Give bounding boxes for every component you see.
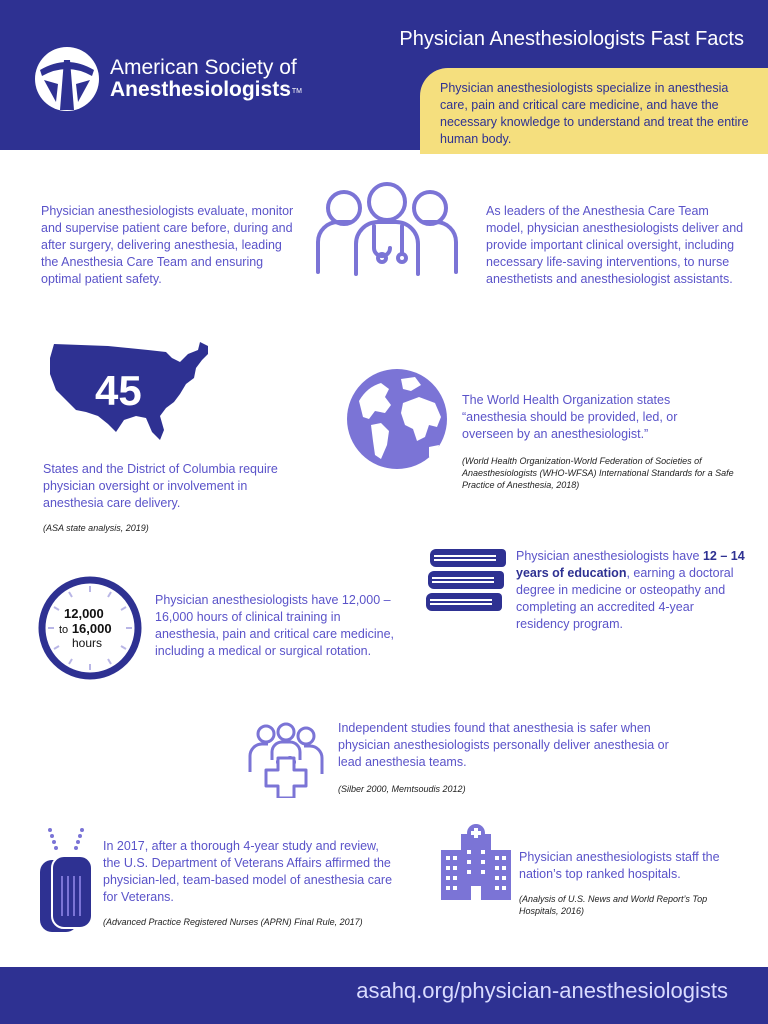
org-name-line1: American Society of — [110, 56, 297, 79]
footer-url-link[interactable]: asahq.org/physician-anesthesiologists — [356, 978, 728, 1003]
org-name-line2: Anesthesiologists™ — [110, 78, 302, 101]
globe-icon — [345, 367, 449, 471]
fact-leaders: As leaders of the Anesthesia Care Team model, physician anesthesiologists deliver and provide important clinical oversight, including necessary life-saving interventions, to nurse anesthetists and anesthesiologist assistants. — [486, 204, 744, 286]
fact-hours: Physician anesthesiologists have 12,000 – 16,000 hours of clinical training in anesthesia, pain and critical care medicine, including a medical or surgical rotation. — [155, 593, 395, 658]
trademark-mark: TM — [291, 88, 302, 95]
fact-who: The World Health Organization states “anesthesia should be provided, led, or overseen by an anesthesiologist.” — [462, 393, 678, 441]
citation-studies: (Silber 2000, Memtsoudis 2012) — [338, 784, 466, 794]
books-icon — [426, 545, 510, 617]
education-years: 12 – 14 years of education — [516, 549, 745, 580]
clock-hours-unit: hours — [72, 636, 103, 650]
fact-education: Physician anesthesiologists have 12 – 14 years of education, earning a doctoral degree in medicine or osteopathy and completing an accredited 4-year residency program. — [516, 549, 745, 631]
care-team-icon — [312, 180, 462, 280]
clock-hours-min: 12,000 — [64, 606, 104, 621]
citation-states: (ASA state analysis, 2019) — [43, 523, 149, 533]
citation-who: (World Health Organization-World Federation of Societies of Anaesthesiologists (WHO-WFSA) International Standards for a Safe Practice of Anesthesia, 2018) — [462, 456, 734, 490]
clock-hours-range: to 16,000 — [59, 621, 112, 636]
fact-veterans-affairs: In 2017, after a thorough 4-year study and review, the U.S. Department of Veterans Affairs affirmed the physician-led, team-based model of anesthesia care for Veterans. — [103, 839, 393, 904]
hospital-icon — [441, 824, 511, 900]
page-title: Physician Anesthesiologists Fast Facts — [399, 28, 744, 50]
states-count: 45 — [95, 367, 142, 414]
patients-medical-cross-icon — [246, 722, 326, 798]
citation-veterans-affairs: (Advanced Practice Registered Nurses (APRN) Final Rule, 2017) — [103, 917, 363, 927]
asa-logo-icon — [34, 46, 100, 112]
intro-text: Physician anesthesiologists specialize in anesthesia care, pain and critical care medicine, and have the necessary knowledge to understand and treat the entire human body. — [440, 81, 749, 146]
fact-hospitals: Physician anesthesiologists staff the nation’s top ranked hospitals. — [519, 850, 720, 881]
dog-tags-icon — [36, 826, 96, 936]
fact-studies: Independent studies found that anesthesia is safer when physician anesthesiologists personally deliver anesthesia or lead anesthesia teams. — [338, 721, 669, 769]
citation-hospitals: (Analysis of U.S. News and World Report’s Top Hospitals, 2016) — [519, 894, 708, 916]
fact-states: States and the District of Columbia require physician oversight or involvement in anesthesia care delivery. — [43, 462, 278, 510]
fact-evaluate: Physician anesthesiologists evaluate, monitor and supervise patient care before, during and after surgery, delivering anesthesia, leading the Anesthesia Care Team and ensuring optimal patient safety. — [41, 204, 294, 286]
